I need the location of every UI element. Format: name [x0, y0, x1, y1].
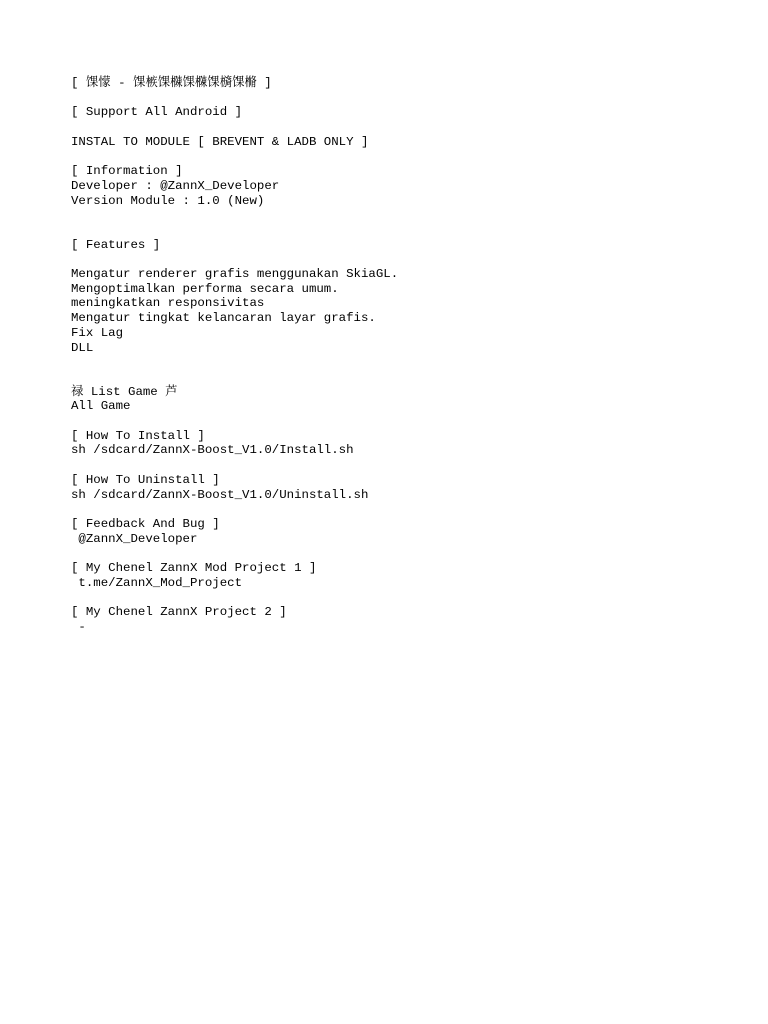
- spacer: [71, 458, 711, 473]
- feedback-contact: @ZannX_Developer: [71, 531, 198, 546]
- channel2-heading: [ My Chenel ZannX Project 2 ]: [71, 605, 287, 620]
- developer-line: Developer : @ZannX_Developer: [71, 178, 280, 193]
- feature-item: DLL: [71, 340, 94, 355]
- channel2-link: -: [71, 619, 86, 634]
- spacer: [71, 252, 711, 267]
- install-module-line: INSTAL TO MODULE [ BREVENT & LADB ONLY ]: [71, 134, 369, 149]
- spacer: [71, 120, 711, 135]
- spacer: [71, 414, 711, 429]
- list-game-heading: 禄 List Game 芦: [71, 384, 178, 399]
- document-body: [71, 76, 711, 635]
- spacer: [71, 355, 711, 384]
- spacer: [71, 91, 711, 106]
- feature-item: Mengatur renderer grafis menggunakan SkiaGL.: [71, 267, 399, 282]
- feature-item: Mengatur tingkat kelancaran layar grafis.: [71, 311, 376, 326]
- information-heading: [ Information ]: [71, 164, 183, 179]
- version-line: Version Module : 1.0 (New): [71, 193, 265, 208]
- channel1-link: t.me/ZannX_Mod_Project: [71, 575, 243, 590]
- how-to-uninstall-heading: [ How To Uninstall ]: [71, 472, 220, 487]
- spacer: [71, 590, 711, 605]
- features-heading: [ Features ]: [71, 237, 161, 252]
- how-to-install-heading: [ How To Install ]: [71, 428, 205, 443]
- feedback-heading: [ Feedback And Bug ]: [71, 516, 220, 531]
- uninstall-command: sh /sdcard/ZannX-Boost_V1.0/Uninstall.sh: [71, 487, 369, 502]
- spacer: [71, 502, 711, 517]
- feature-item: meningkatkan responsivitas: [71, 296, 265, 311]
- spacer: [71, 149, 711, 164]
- spacer: [71, 208, 711, 237]
- channel1-heading: [ My Chenel ZannX Mod Project 1 ]: [71, 561, 317, 576]
- list-game-value: All Game: [71, 399, 131, 414]
- support-line: [ Support All Android ]: [71, 105, 243, 120]
- title-line: [ 馃懞 - 馃槉馃樄馃樄馃檹馃樇 ]: [71, 76, 272, 90]
- feature-item: Mengoptimalkan performa secara umum.: [71, 281, 339, 296]
- feature-item: Fix Lag: [71, 325, 124, 340]
- spacer: [71, 546, 711, 561]
- install-command: sh /sdcard/ZannX-Boost_V1.0/Install.sh: [71, 443, 354, 458]
